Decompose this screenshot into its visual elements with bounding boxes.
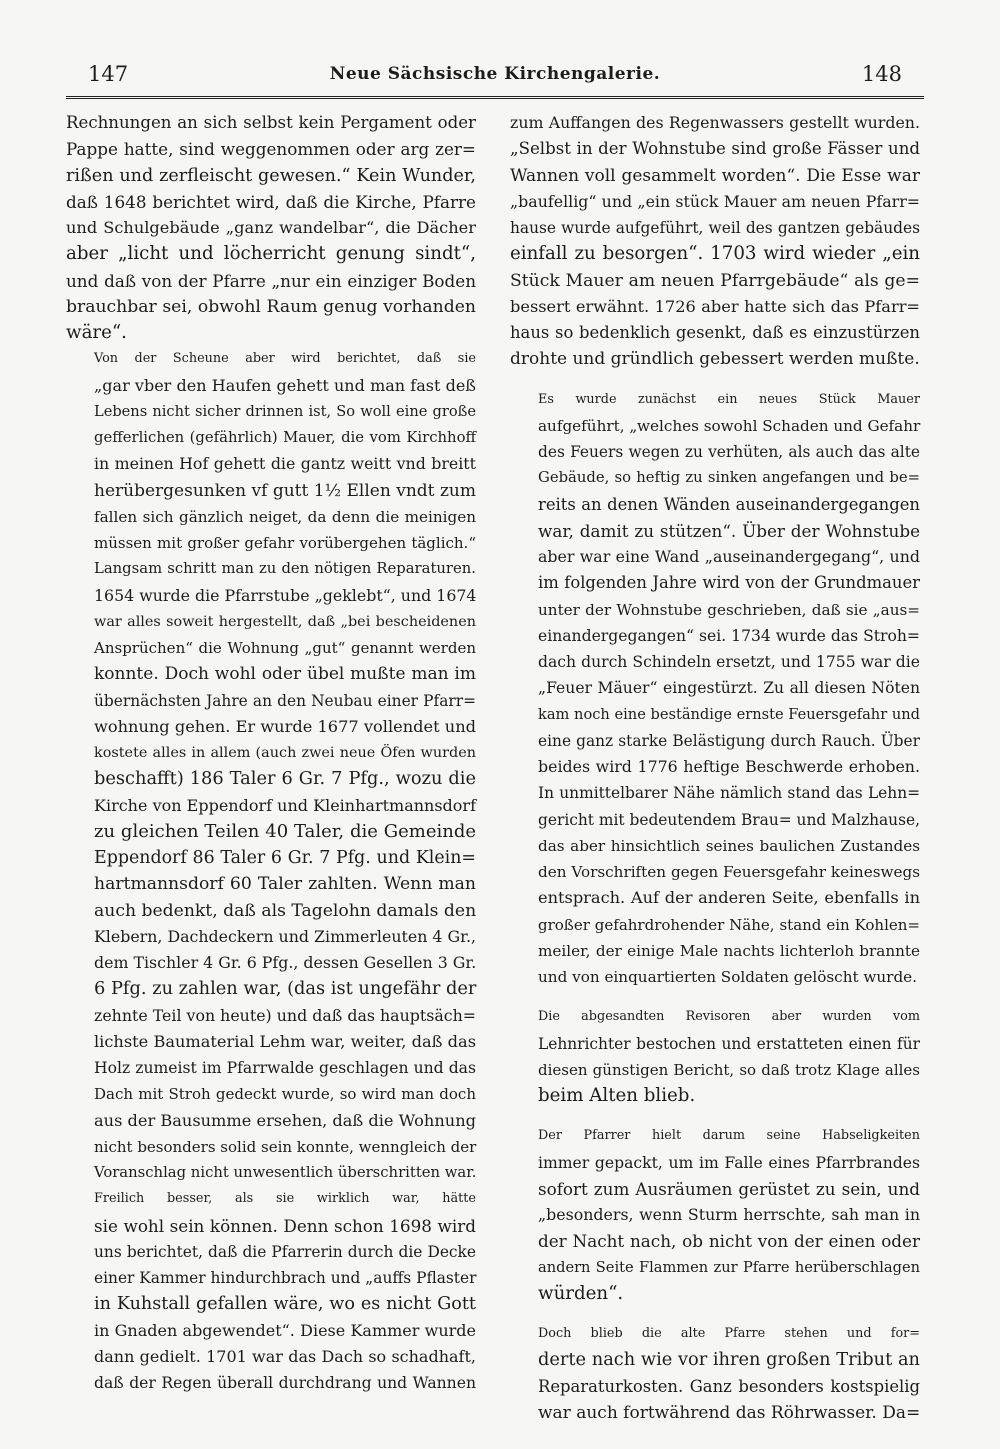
text-line: einfall zu besorgen“. 1703 wird wieder „ein (510, 243, 920, 265)
text-line: und Schulgebäude „ganz wandelbar“, die Dächer (66, 218, 476, 237)
text-line: das aber hinsichtlich seines baulichen Zustandes (538, 836, 920, 855)
text-line: herübergesunken vf gutt 1½ Ellen vndt zum (94, 480, 476, 501)
text-line: derte nach wie vor ihren großen Tribut an (538, 1349, 920, 1371)
text-line: des Feuers wegen zu verhüten, als auch das alte (538, 443, 920, 461)
text-line: Von der Scheune aber wird berichtet, daß sie (94, 351, 476, 367)
text-line: immer gepackt, um im Falle eines Pfarrbrandes (538, 1153, 920, 1172)
text-line: war auch fortwährend das Röhrwasser. Da= (538, 1402, 921, 1423)
text-line: zum Auffangen des Regenwassers gestellt wurden. (510, 113, 920, 132)
text-line: beim Alten blieb. (538, 1085, 696, 1106)
text-line: haus so bedenklich gesenkt, daß es einzustürzen (510, 323, 920, 342)
text-line: dach durch Schindeln ersetzt, und 1755 war die (538, 653, 920, 671)
text-line: eine ganz starke Belästigung durch Rauch. Über (538, 731, 920, 750)
paragraph (510, 1321, 920, 1426)
text-line: rißen und zerfleischt gewesen.“ Kein Wunder, (66, 165, 476, 186)
text-line: konnte. Doch wohl oder übel mußte man im (94, 664, 476, 685)
text-line: war, damit zu stützen“. Über der Wohnstube (538, 520, 920, 541)
text-line: „gar vber den Haufen gehett und man fast deß (94, 375, 476, 395)
text-line: Ansprüchen“ die Wohnung „gut“ genannt werden (94, 639, 476, 657)
text-line: bessert erwähnt. 1726 aber hatte sich das Pfarr= (510, 296, 920, 316)
text-line: war alles soweit hergestellt, daß „bei bescheidenen (94, 613, 476, 630)
text-line: sofort zum Ausräumen gerüstet zu sein, und (538, 1178, 920, 1199)
text-line: nicht besonders solid sein konnte, wenngleich der (94, 1137, 477, 1156)
text-line: kam noch eine beständige ernste Feuersgefahr und (538, 705, 920, 723)
text-line: Gebäude, so heftig zu sinken angefangen und be= (538, 469, 920, 487)
text-line: hartmannsdorf 60 Taler zahlten. Wenn man (94, 874, 476, 895)
text-line: gericht mit bedeutendem Brau= und Malzhause, (538, 810, 920, 829)
left-column (66, 110, 476, 1396)
page-number-left: 147 (88, 62, 129, 86)
text-line: „besonders, wenn Sturm herrschte, sah man in (538, 1205, 920, 1224)
text-line: Lebens nicht sicher drinnen ist, So woll eine große (94, 402, 476, 420)
running-title: Neue Sächsische Kirchengalerie. (329, 64, 661, 84)
text-line: in meinen Hof gehett die gantz weitt vnd breitt (94, 454, 476, 474)
text-line: beides wird 1776 heftige Beschwerde erhoben. (538, 757, 920, 776)
paragraph (66, 1186, 476, 1396)
text-line: Es wurde zunächst ein neues Stück Mauer (538, 391, 920, 407)
text-line: „Selbst in der Wohnstube sind große Fässer und (510, 139, 920, 159)
text-line: übernächsten Jahre an den Neubau einer Pfarr= (94, 691, 476, 710)
text-line: Voranschlag nicht unwesentlich überschritten war. (94, 1164, 477, 1181)
text-line: großer gefahrdrohender Nähe, stand ein Kohlen= (538, 915, 920, 934)
text-line: aus der Bausumme ersehen, daß die Wohnung (94, 1110, 476, 1130)
running-header (66, 60, 924, 99)
text-line: reits an denen Wänden auseinandergegangen (538, 494, 920, 514)
text-line: müssen mit großer gefahr vorübergehen täglich.“ (94, 534, 476, 552)
text-line: diesen günstigen Bericht, so daß trotz Klage alles (538, 1060, 920, 1079)
text-line: Der Pfarrer hielt darum seine Habseligkeiten (538, 1128, 920, 1144)
text-line: wohnung gehen. Er wurde 1677 vollendet und (94, 716, 476, 736)
text-line: Freilich besser, als sie wirklich war, hätte (94, 1191, 476, 1207)
text-line: dem Tischler 4 Gr. 6 Pfg., dessen Gesellen 3 Gr. (94, 953, 477, 972)
text-line: einandergegangen“ sei. 1734 wurde das Stroh= (538, 626, 920, 645)
text-line: Klebern, Dachdeckern und Zimmerleuten 4 Gr., (94, 926, 476, 946)
text-line: gefferlichen (gefährlich) Mauer, die vom Kirchhoff (94, 429, 476, 446)
text-line: meiler, der einige Male nachts lichterloh brannte (538, 941, 920, 960)
text-line: Pappe hatte, sind weggenommen oder arg zer= (66, 139, 476, 160)
text-line: daß 1648 berichtet wird, daß die Kirche, Pfarre (66, 191, 476, 212)
right-column (510, 110, 920, 1426)
text-line: daß der Regen überall durchdrang und Wannen (94, 1374, 476, 1392)
text-line: kostete alles in allem (auch zwei neue Öfen wurden (94, 745, 476, 761)
text-line: Reparaturkosten. Ganz besonders kostspielig (538, 1376, 920, 1396)
text-line: „baufellig“ und „ein stück Mauer am neuen Pfarr= (510, 191, 920, 211)
text-line: Dach mit Stroh gedeckt wurde, so wird man doch (94, 1085, 476, 1104)
text-line: lichste Baumaterial Lehm war, weiter, daß das (94, 1031, 476, 1051)
text-line: sie wohl sein können. Denn schon 1698 wird (94, 1215, 476, 1236)
text-line: aber „licht und löcherricht genung sindt“, (66, 243, 476, 265)
text-line: Die abgesandten Revisoren aber wurden vom (538, 1009, 920, 1025)
text-line: andern Seite Flammen zur Pfarre herüberschlagen (538, 1258, 920, 1276)
text-line: Doch blieb die alte Pfarre stehen und for= (538, 1326, 920, 1341)
paragraph (66, 110, 476, 346)
text-line: 6 Pfg. zu zahlen war, (das ist ungefähr der (94, 978, 477, 1000)
text-line: wäre“. (66, 322, 127, 343)
text-line: „Feuer Mäuer“ eingestürzt. Zu all diesen Nöten (538, 679, 920, 698)
paragraph (510, 387, 920, 991)
text-line: auch bedenkt, daß als Tagelohn damals den (94, 900, 477, 921)
text-line: 1654 wurde die Pfarrstube „geklebt“, und 1674 (94, 585, 477, 605)
text-line: beschafft) 186 Taler 6 Gr. 7 Pfg., wozu die (94, 768, 476, 790)
text-line: unter der Wohnstube geschrieben, daß sie „aus= (538, 600, 920, 619)
text-line: und von einquartierten Soldaten gelöscht wurde. (538, 968, 917, 986)
text-line: Kirche von Eppendorf und Kleinhartmannsdorf (94, 795, 476, 815)
text-line: und daß von der Pfarre „nur ein einziger Boden (66, 270, 476, 291)
paragraph (510, 110, 920, 373)
text-line: Holz zumeist im Pfarrwalde geschlagen und das (94, 1059, 476, 1077)
text-line: Eppendorf 86 Taler 6 Gr. 7 Pfg. und Klein= (94, 848, 476, 868)
text-line: der Nacht nach, ob nicht von der einen oder (538, 1231, 920, 1252)
text-line: aufgeführt, „welches sowohl Schaden und Gefahr (538, 416, 921, 435)
text-line: in Kuhstall gefallen wäre, wo es nicht Gott (94, 1294, 476, 1315)
text-line: entsprach. Auf der anderen Seite, ebenfalls in (538, 888, 920, 908)
text-line: in Gnaden abgewendet“. Diese Kammer wurde (94, 1320, 476, 1340)
page-number-right: 148 (861, 62, 902, 86)
text-line: zehnte Teil von heute) und daß das hauptsäch= (94, 1005, 476, 1025)
text-line: aber war eine Wand „auseinandergegang“, und (538, 547, 920, 566)
paragraph (66, 346, 476, 1186)
text-line: Wannen voll gesammelt worden“. Die Esse war (510, 165, 920, 186)
text-line: zu gleichen Teilen 40 Taler, die Gemeinde (94, 820, 476, 842)
text-line: Langsam schritt man zu den nötigen Reparaturen. (94, 560, 476, 578)
text-line: dann gedielt. 1701 war das Dach so schadhaft, (94, 1346, 476, 1366)
paragraph (510, 1123, 920, 1307)
paragraph (510, 1004, 920, 1109)
text-line: einer Kammer hindurchbrach und „auffs Pflaster (94, 1269, 477, 1287)
text-line: Stück Mauer am neuen Pfarrgebäude“ als ge= (510, 270, 920, 291)
text-line: Lehnrichter bestochen und erstatteten einen für (538, 1034, 920, 1053)
text-line: In unmittelbarer Nähe nämlich stand das Lehn= (538, 784, 920, 803)
text-line: brauchbar sei, obwohl Raum genug vorhanden (66, 296, 476, 317)
text-line: den Vorschriften gegen Feuersgefahr keineswegs (538, 863, 920, 881)
text-line: würden“. (538, 1282, 624, 1304)
text-line: drohte und gründlich gebessert werden mußte. (510, 349, 920, 370)
text-line: hause wurde aufgeführt, weil des gantzen gebäudes (510, 219, 920, 237)
text-line: im folgenden Jahre wird von der Grundmauer (538, 573, 920, 593)
text-line: fallen sich gänzlich neiget, da denn die meinigen (94, 507, 476, 526)
text-line: uns berichtet, daß die Pfarrerin durch die Decke (94, 1242, 476, 1261)
text-line: Rechnungen an sich selbst kein Pergament oder (66, 113, 476, 132)
